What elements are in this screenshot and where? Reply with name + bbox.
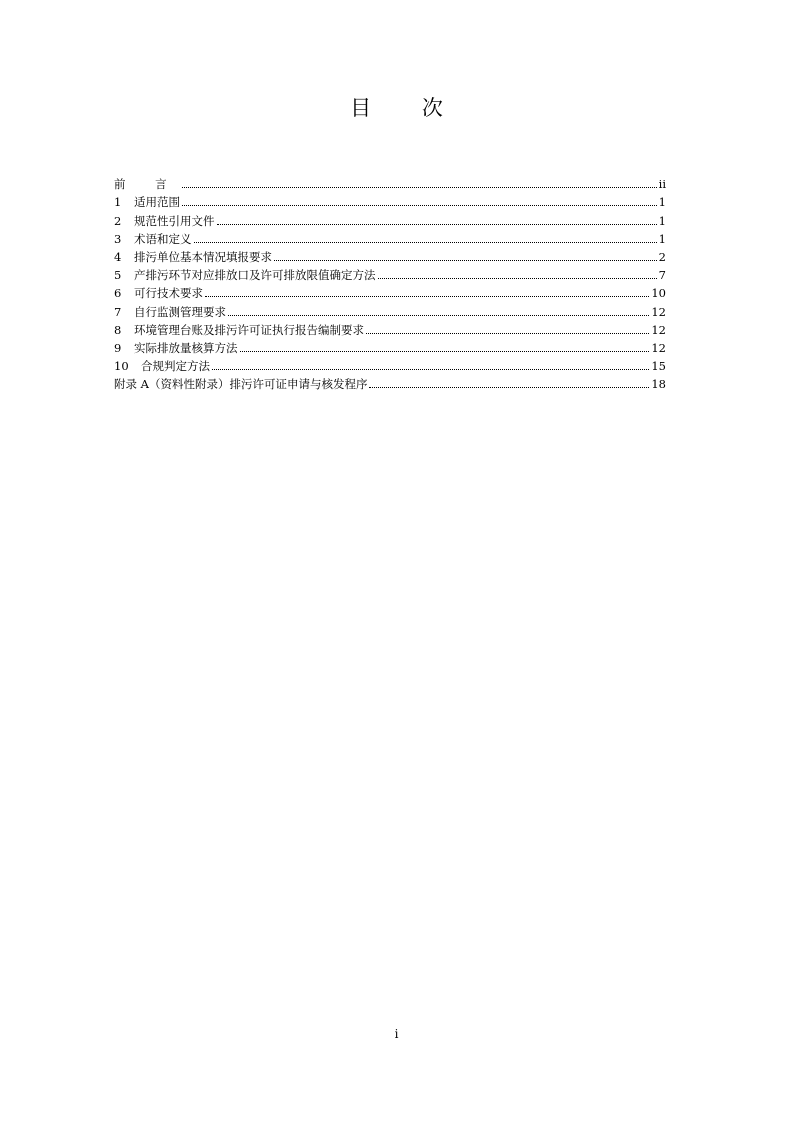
toc-entry-5[interactable] xyxy=(114,265,666,283)
toc-entry-8[interactable] xyxy=(114,320,666,338)
toc-entry-number: 2 xyxy=(114,213,122,228)
toc-entry-3[interactable] xyxy=(114,229,666,247)
toc-entry-6[interactable] xyxy=(114,283,666,301)
toc-page-number: 18 xyxy=(651,377,666,392)
toc-entry-number: 3 xyxy=(114,231,122,246)
toc-dot-leader xyxy=(212,369,649,370)
toc-dot-leader xyxy=(369,387,649,388)
toc-entry-label: 可行技术要求 xyxy=(134,286,203,301)
toc-entry-number: 6 xyxy=(114,286,122,301)
toc-dot-leader xyxy=(366,333,649,334)
toc-page-number: ii xyxy=(658,177,666,192)
toc-page-number: 7 xyxy=(658,268,666,283)
toc-page-number: 12 xyxy=(651,322,666,337)
toc-entry-number: 4 xyxy=(114,249,122,264)
toc-entry-label: 术语和定义 xyxy=(134,231,192,246)
toc-entry-number: 7 xyxy=(114,304,122,319)
toc-entry-label: 排污单位基本情况填报要求 xyxy=(134,249,272,264)
toc-entry-1[interactable] xyxy=(114,192,666,210)
toc-dot-leader xyxy=(205,296,649,297)
toc-page-number: 1 xyxy=(658,195,666,210)
toc-entry-label: 实际排放量核算方法 xyxy=(134,340,238,355)
toc-entry-number: 9 xyxy=(114,340,122,355)
toc-entry-number: 5 xyxy=(114,268,122,283)
toc-entry-label: 前 言 xyxy=(114,177,180,192)
toc-entry-label: 环境管理台账及排污许可证执行报告编制要求 xyxy=(134,322,364,337)
toc-entry-number: 10 xyxy=(114,359,129,374)
toc-entry-appendix-a[interactable] xyxy=(114,374,666,392)
toc-page-number: 15 xyxy=(651,359,666,374)
toc-page-number: 12 xyxy=(651,304,666,319)
toc-entry-label: 适用范围 xyxy=(134,195,180,210)
toc-dot-leader xyxy=(274,260,657,261)
toc-dot-leader xyxy=(182,205,657,206)
toc-page-number: 10 xyxy=(651,286,666,301)
toc-dot-leader xyxy=(194,242,657,243)
toc-entry-2[interactable] xyxy=(114,210,666,228)
toc-entry-label: 产排污环节对应排放口及许可排放限值确定方法 xyxy=(134,268,376,283)
toc-dot-leader xyxy=(182,187,657,188)
toc-dot-leader xyxy=(217,224,657,225)
toc-entry-label: 自行监测管理要求 xyxy=(134,304,226,319)
table-of-contents xyxy=(114,174,666,392)
page-title: 目 次 xyxy=(350,96,465,120)
toc-dot-leader xyxy=(228,315,649,316)
toc-entry-7[interactable] xyxy=(114,301,666,319)
toc-entry-4[interactable] xyxy=(114,247,666,265)
toc-entry-number: 8 xyxy=(114,322,122,337)
toc-dot-leader xyxy=(378,278,657,279)
toc-entry-foreword[interactable] xyxy=(114,174,666,192)
page-number: i xyxy=(394,1027,399,1041)
toc-page-number: 2 xyxy=(658,249,666,264)
toc-entry-label: 合规判定方法 xyxy=(141,359,210,374)
toc-entry-number: 1 xyxy=(114,195,122,210)
toc-entry-label: 规范性引用文件 xyxy=(134,213,215,228)
toc-entry-9[interactable] xyxy=(114,338,666,356)
toc-entry-10[interactable] xyxy=(114,356,666,374)
toc-dot-leader xyxy=(240,351,650,352)
toc-page-number: 1 xyxy=(658,213,666,228)
toc-entry-label: 附录 A（资料性附录）排污许可证申请与核发程序 xyxy=(114,377,368,392)
toc-page-number: 12 xyxy=(651,340,666,355)
toc-page-number: 1 xyxy=(658,231,666,246)
